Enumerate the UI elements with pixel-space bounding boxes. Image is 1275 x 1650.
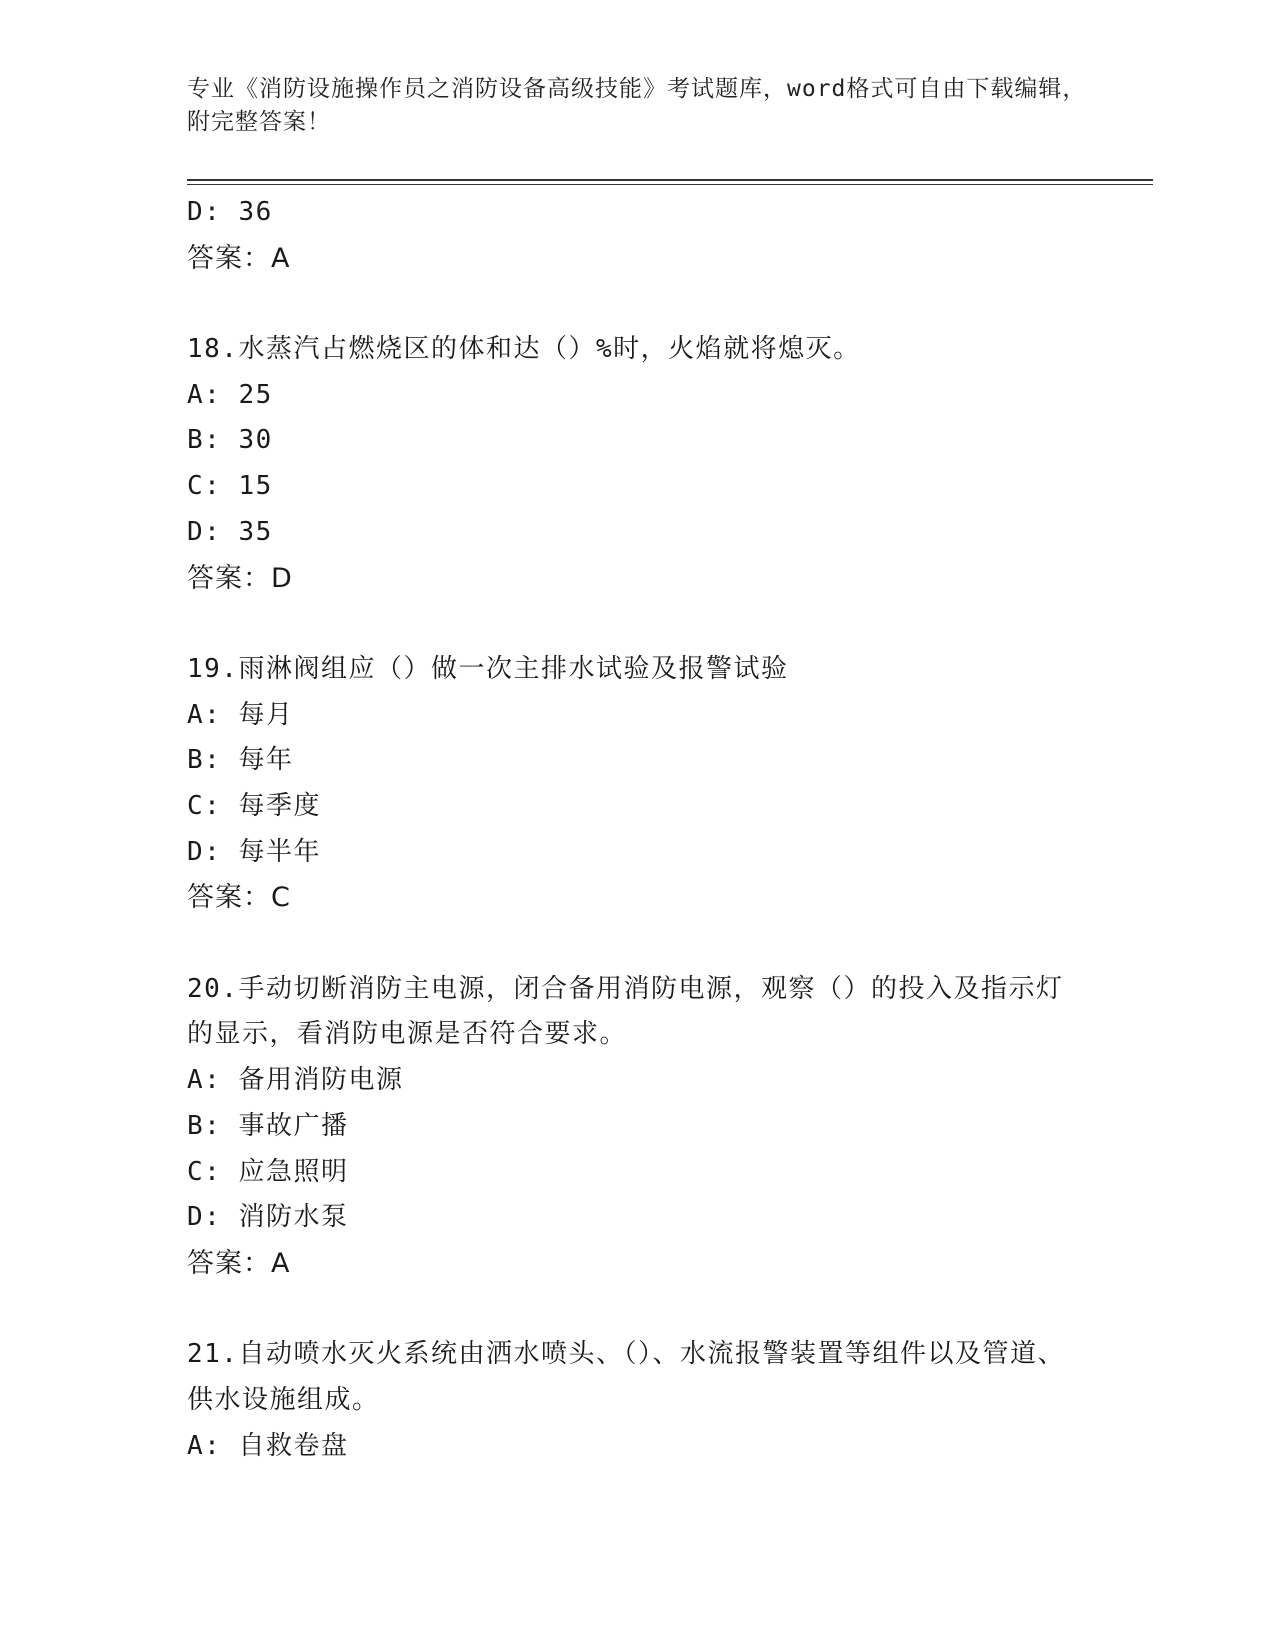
header-divider-thin (187, 184, 1153, 185)
question-stem-19: 19.雨淋阀组应（）做一次主排水试验及报警试验 (187, 653, 789, 684)
option-a: A: 25 (187, 379, 273, 410)
question-stem-18: 18.水蒸汽占燃烧区的体和达（）%时，火焰就将熄灭。 (187, 334, 861, 365)
option-a: A: 备用消防电源 (187, 1065, 404, 1096)
answer-line: 答案：A (187, 242, 291, 274)
question-stem-21: 21.自动喷水灭火系统由洒水喷头、（）、水流报警装置等组件以及管道、供水设施组成。 (187, 1339, 1065, 1415)
option-b: B: 30 (187, 425, 273, 456)
document-header: 专业《消防设施操作员之消防设备高级技能》考试题库，word格式可自由下载编辑，附完整答案！ (187, 76, 1087, 135)
option-a: A: 每月 (187, 699, 294, 730)
option-d: D: 消防水泵 (187, 1202, 349, 1233)
answer-line: 答案：C (187, 882, 291, 914)
question-stem-20: 20.手动切断消防主电源，闭合备用消防电源，观察（）的投入及指示灯的显示，看消防电源是否符合要求。 (187, 973, 1064, 1050)
option-d: D: 每半年 (187, 836, 321, 867)
option-c: C: 15 (187, 471, 273, 502)
option-d: D: 35 (187, 516, 273, 547)
option-d: D: 36 (187, 197, 273, 227)
answer-line: 答案：D (187, 562, 293, 594)
option-b: B: 每年 (187, 745, 294, 776)
option-b: B: 事故广播 (187, 1110, 349, 1141)
question-list (187, 190, 1087, 1469)
answer-line: 答案：A (187, 1247, 291, 1279)
header-divider-thick (187, 179, 1153, 181)
option-c: C: 应急照明 (187, 1156, 349, 1187)
option-c: C: 每季度 (187, 790, 321, 821)
option-a: A: 自救卷盘 (187, 1430, 349, 1461)
